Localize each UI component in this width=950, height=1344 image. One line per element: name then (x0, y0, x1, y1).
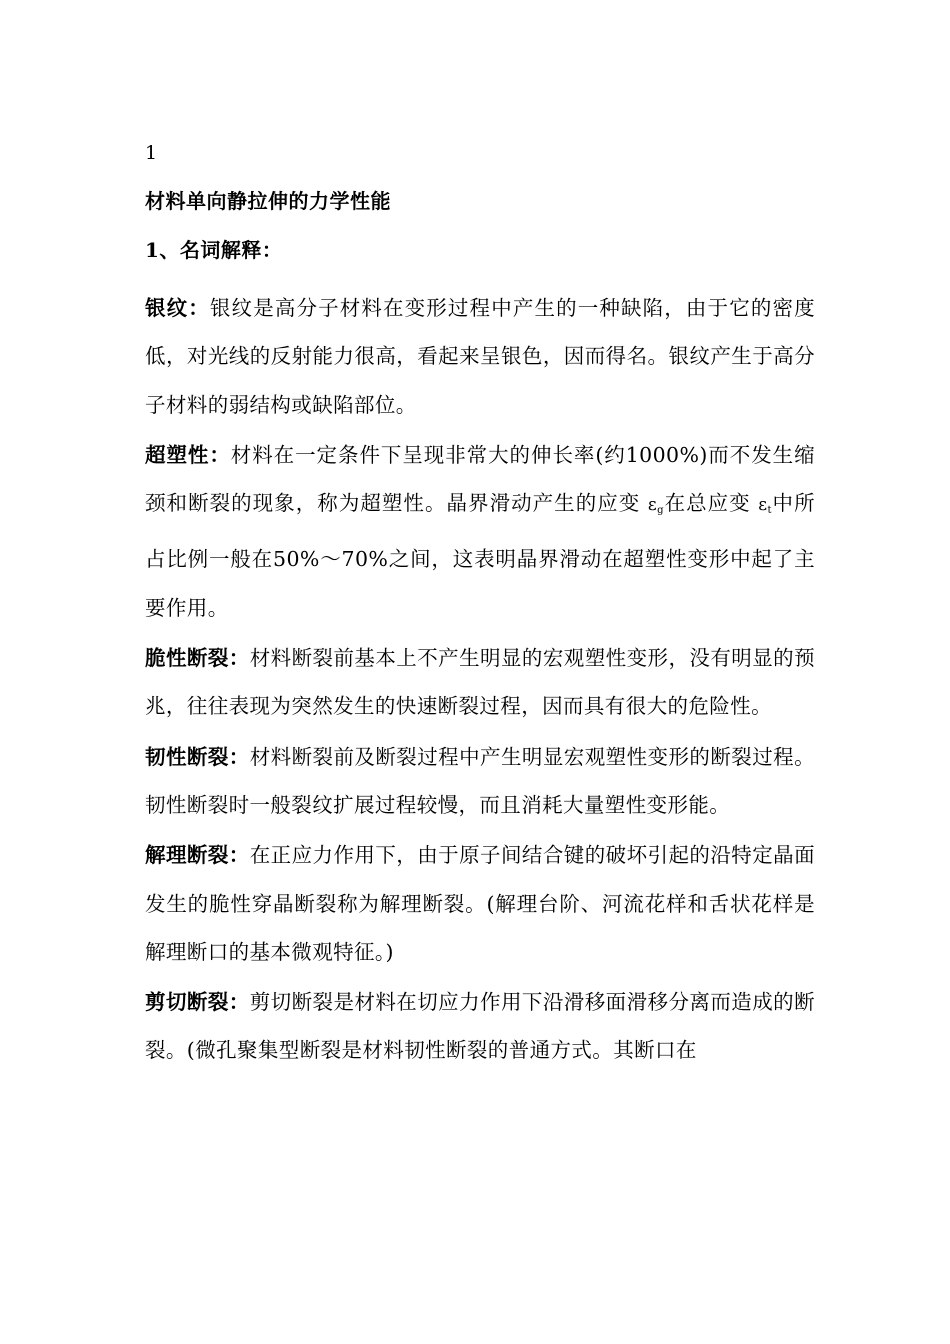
definitions-list (145, 284, 815, 1077)
definition-brittle-fracture (145, 634, 815, 731)
definition-superplasticity (145, 431, 815, 632)
definition-term: 解理断裂： (145, 843, 250, 868)
definition-term: 剪切断裂： (145, 990, 250, 1015)
definition-text: 剪切断裂是材料在切应力作用下沿滑移面滑移分离而造成的断裂。(微孔聚集型断裂是材料韧性断裂的普通方式。其断口在 (145, 990, 815, 1063)
definition-cleavage-fracture (145, 831, 815, 976)
definition-text: 材料在一定条件下呈现非常大的伸长率(约1000%)而不发生缩颈和断裂的现象，称为超塑性。晶界滑动产生的应变 (145, 442, 815, 516)
epsilon-symbol: ε (758, 495, 768, 516)
definition-text: 材料断裂前基本上不产生明显的宏观塑性变形，没有明显的预兆，往往表现为突然发生的快速断裂过程，因而具有很大的危险性。 (145, 646, 815, 719)
definition-text: 在正应力作用下，由于原子间结合键的破坏引起的沿特定晶面发生的脆性穿晶断裂称为解理断裂。(解理台阶、河流花样和舌状花样是解理断口的基本微观特征。) (145, 843, 815, 964)
definition-term: 脆性断裂： (145, 646, 250, 671)
definition-term: 银纹： (145, 296, 210, 320)
document-title: 材料单向静拉伸的力学性能 (145, 189, 391, 213)
subscript-g: g (657, 505, 664, 517)
section-heading: 1、名词解释： (145, 238, 283, 262)
definition-term: 韧性断裂： (145, 744, 250, 769)
definition-silver-streak (145, 284, 815, 429)
definition-text: 中所占比例一般在50%～70%之间，这表明晶界滑动在超塑性变形中起了主要作用。 (145, 491, 815, 620)
definition-term: 超塑性： (145, 442, 231, 467)
definition-shear-fracture (145, 978, 815, 1075)
definition-ductile-fracture (145, 733, 815, 830)
definition-text: 在总应变 (663, 491, 751, 516)
page-number: 1 (145, 142, 158, 164)
epsilon-symbol: ε (647, 495, 658, 516)
subscript-t: t (767, 505, 772, 517)
definition-text: 银纹是高分子材料在变形过程中产生的一种缺陷，由于它的密度低，对光线的反射能力很高，看起来呈银色，因而得名。银纹产生于高分子材料的弱结构或缺陷部位。 (145, 296, 816, 417)
definition-text: 材料断裂前及断裂过程中产生明显宏观塑性变形的断裂过程。韧性断裂时一般裂纹扩展过程较慢，而且消耗大量塑性变形能。 (145, 744, 815, 817)
